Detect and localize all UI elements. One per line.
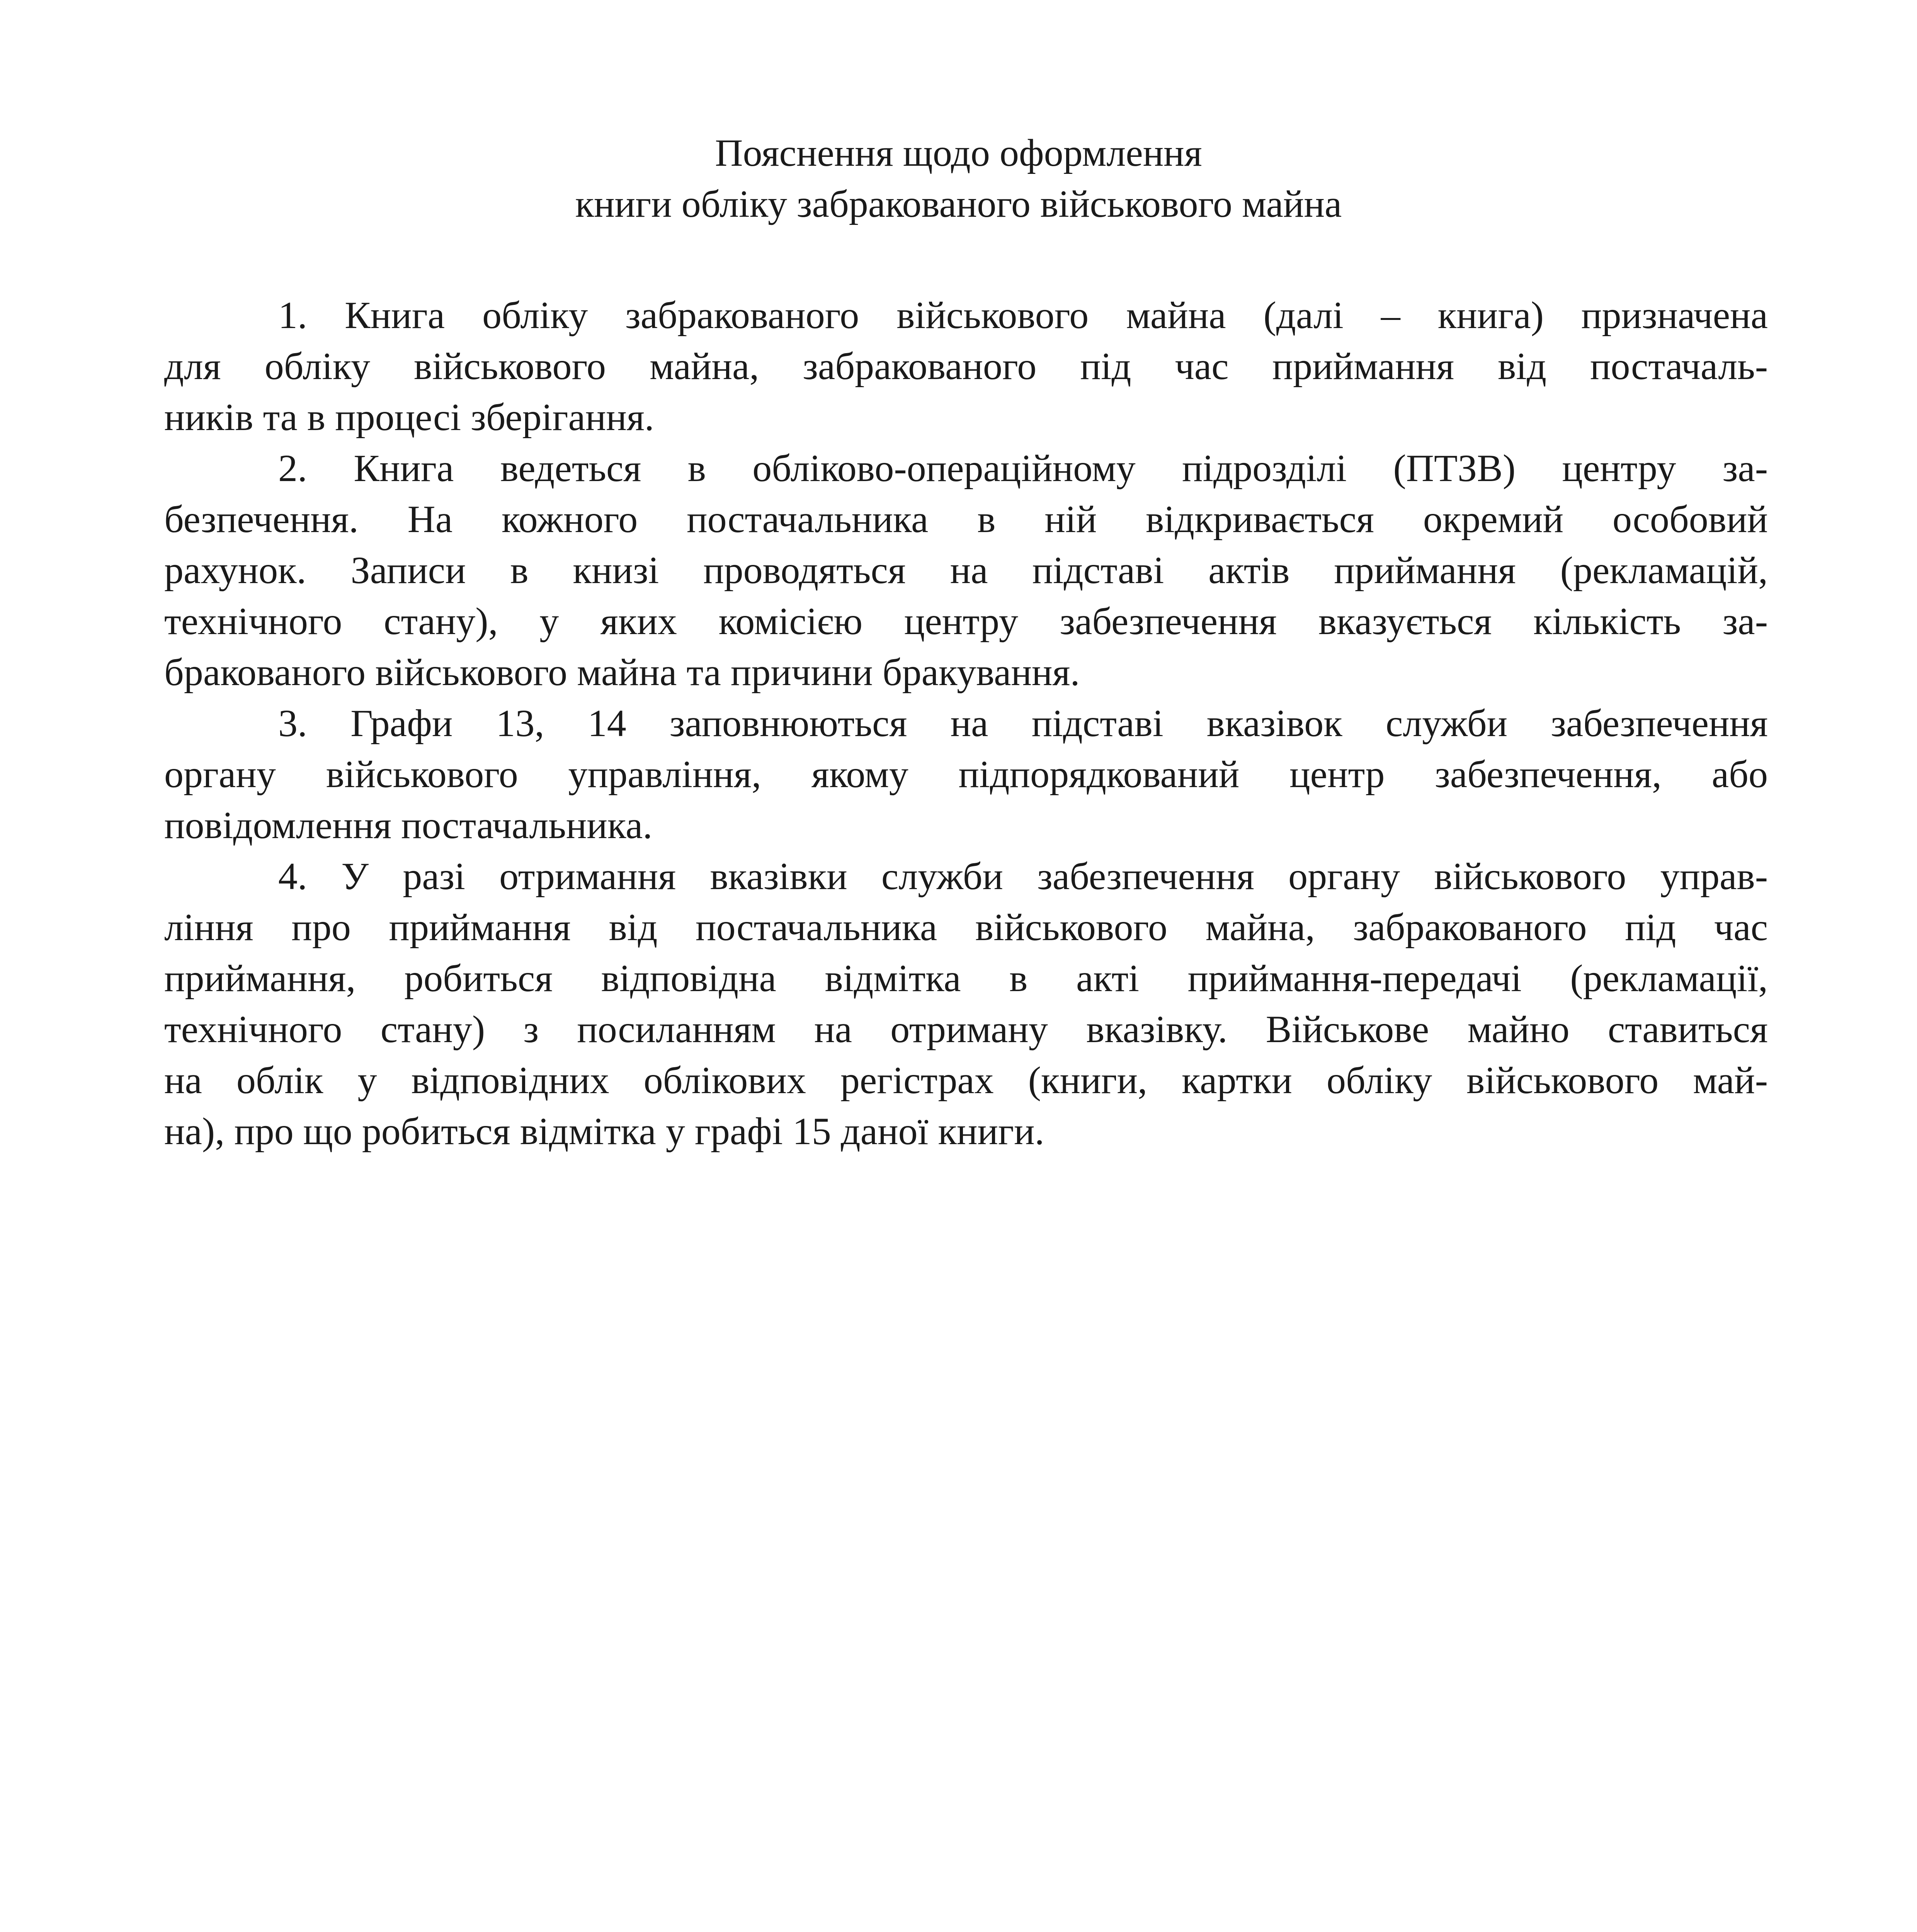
document-body <box>164 290 1768 1157</box>
paragraph-1 <box>164 290 1768 443</box>
title-line: Пояснення щодо оформлення <box>715 131 1202 174</box>
paragraph-line: для обліку військового майна, забракованого під час приймання від постачаль- <box>164 345 1768 388</box>
paragraph-line: 1. Книга обліку забракованого військового майна (далі – книга) призначена <box>278 294 1768 337</box>
paragraph-line: 2. Книга ведеться в обліково-операційному підрозділі (ПТЗВ) центру за- <box>278 447 1768 490</box>
document-title <box>0 128 1917 230</box>
paragraph-line: 4. У разі отримання вказівки служби забезпечення органу військового управ- <box>278 855 1768 898</box>
paragraph-line: технічного стану), у яких комісією центру забезпечення вказується кількість за- <box>164 600 1768 643</box>
paragraph-line: технічного стану) з посиланням на отриману вказівку. Військове майно ставиться <box>164 1008 1768 1051</box>
paragraph-line: приймання, робиться відповідна відмітка в акті приймання-передачі (рекламації, <box>164 957 1768 1000</box>
paragraph-3 <box>164 698 1768 851</box>
paragraph-line: повідомлення постачальника. <box>164 804 653 847</box>
paragraph-line: органу військового управління, якому підпорядкований центр забезпечення, або <box>164 753 1768 796</box>
paragraph-line: 3. Графи 13, 14 заповнюються на підставі вказівок служби забезпечення <box>278 702 1768 745</box>
paragraph-line: рахунок. Записи в книзі проводяться на підставі актів приймання (рекламацій, <box>164 549 1768 592</box>
paragraph-2 <box>164 443 1768 698</box>
paragraph-line: бракованого військового майна та причини бракування. <box>164 651 1080 694</box>
paragraph-4 <box>164 851 1768 1157</box>
title-line: книги обліку забракованого військового майна <box>575 182 1342 225</box>
paragraph-line: ників та в процесі зберігання. <box>164 396 654 439</box>
paragraph-line: безпечення. На кожного постачальника в ній відкривається окремий особовий <box>164 498 1768 541</box>
paragraph-line: на), про що робиться відмітка у графі 15 даної книги. <box>164 1110 1044 1153</box>
paragraph-line: на облік у відповідних облікових регістрах (книги, картки обліку військового май- <box>164 1059 1768 1102</box>
paragraph-line: ління про приймання від постачальника військового майна, забракованого під час <box>164 906 1768 949</box>
